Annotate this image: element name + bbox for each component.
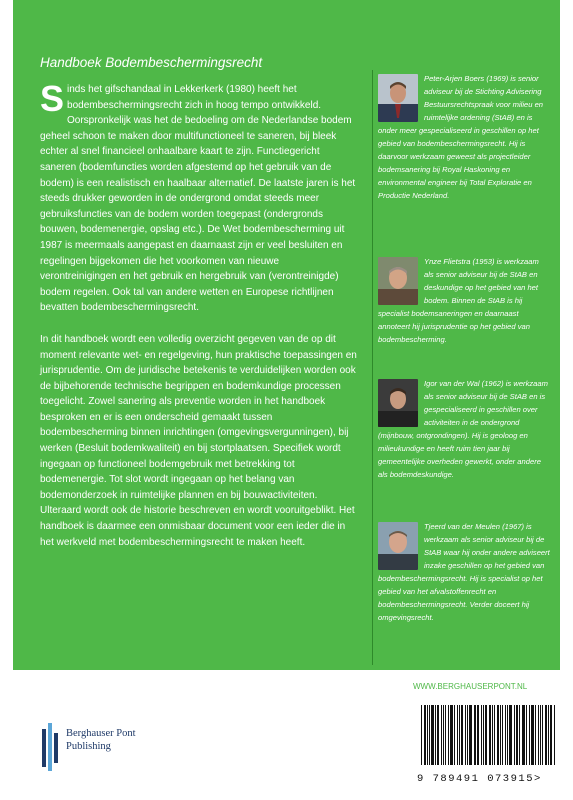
barcode-bar <box>526 705 527 765</box>
barcode-bar <box>465 705 466 765</box>
barcode-bar <box>485 705 487 765</box>
isbn-digits: 9 789491 073915 <box>417 773 535 785</box>
barcode-bar <box>441 705 442 765</box>
description-paragraph-2: In dit handboek wordt een volledig overzicht gegeven van de op dit moment relevante wet- en regelgeving, hun praktische toepassingen en jurisprudentie. Om de juridische betekenis te verduidelijken worden ook de bijbehorende technische begrippen en bodemkundige processen toegelicht. Zowel sanering als preventie worden in het handboek besproken en er is een onderscheid gemaakt tussen bodembescherming binnen inrichtingen (omgevingsvergunningen), bij werken (Besluit bodemkwaliteit) en bij stortplaatsen. Specifiek wordt ingegaan op functioneel bodemgebruik met betrekking tot bodemenergie. Tot slot wordt ingegaan op het belang van bodemonderzoek in ruimtelijke plannen en bij bouwactiviteiten. Ulteraard wordt ook de historie beschreven en wordt vooruitgeblikt. Het handboek is daarmee een onmisbaar document voor een ieder die in het werkveld met bodembeschermingsrecht te maken heeft. <box>40 333 357 548</box>
barcode-bar <box>429 705 430 765</box>
publisher-website-link[interactable]: WWW.BERGHAUSERPONT.NL <box>413 682 528 691</box>
isbn-barcode <box>421 705 556 765</box>
author-photo-1 <box>378 74 418 122</box>
barcode-bar <box>483 705 484 765</box>
author-photo-2 <box>378 257 418 305</box>
book-title: Handboek Bodembeschermingsrecht <box>40 55 263 70</box>
barcode-bar <box>540 705 541 765</box>
barcode-bar <box>467 705 468 765</box>
barcode-bar <box>523 705 525 765</box>
barcode-bar <box>500 705 501 765</box>
barcode-bar <box>477 705 479 765</box>
barcode-bar <box>497 705 499 765</box>
barcode-bar <box>445 705 447 765</box>
barcode-bar <box>443 705 444 765</box>
author-bio-2 <box>378 255 550 346</box>
barcode-bar <box>550 705 553 765</box>
author-bio-3 <box>378 377 550 481</box>
description-paragraph-1 <box>40 78 358 316</box>
column-divider <box>372 70 373 665</box>
author-bio-1 <box>378 72 550 202</box>
barcode-bar <box>431 705 434 765</box>
barcode-bar <box>502 705 503 765</box>
barcode-bar <box>529 705 530 765</box>
barcode-bar <box>554 705 555 765</box>
author-bio-2-text: Ynze Flietstra (1953) is werkzaam als senior adviseur bij de StAB en deskundige op het gebied van het bodem. Binnen de StAB is hij specialist bodemsaneringen en daarnaast annoteert hij jurisprudentie op het gebied van bodembescherming. <box>378 257 539 344</box>
barcode-bar <box>548 705 549 765</box>
barcode-bar <box>542 705 543 765</box>
barcode-bar <box>421 705 422 765</box>
dropcap-letter: S <box>40 78 65 119</box>
barcode-bar <box>507 705 508 765</box>
barcode-bar <box>535 705 536 765</box>
barcode-bar <box>494 705 495 765</box>
barcode-bar <box>450 705 453 765</box>
barcode-bar <box>435 705 436 765</box>
author-photo-3 <box>378 379 418 427</box>
barcode-bar <box>474 705 475 765</box>
barcode-bar <box>427 705 428 765</box>
barcode-bar <box>481 705 482 765</box>
publisher-name: Berghauser Pont <box>66 728 136 739</box>
barcode-bar <box>522 705 523 765</box>
paragraph-1-text: inds het gifschandaal in Lekkerkerk (1980) heeft het bodembeschermingsrecht zich in hoog tempo ontwikkeld. Oorspronkelijk was het de bedoeling om de Nederlandse bodem geheel schoon te maken door multifunctioneel te saneren, bij bleek echter al snel financieel onhaalbare kaart te zijn. Functiegericht saneren (bodemfuncties worden afgestemd op het gebruik van de bodem) is een realistisch en haalbaar alternatief. De laatste jaren is het steeds drukker geworden in de ondergrond omdat steeds meer gebruiksfuncties van de bodem worden toegepast (ondergronds bouwen, bodemenergie, opslag etc.). De Wet bodembescherming uit 1987 is meermaals aangepast en daarnaast zijn er veel besluiten en regelingen bijgekomen die het voorkomen van nieuwe verontreinigingen en het gebruik en hergebruik van (verontreinigde) bodem regelen. Ook tal van andere wetten en Europese richtlijnen bevatten bodembeschermingsrecht. <box>40 84 356 314</box>
barcode-bar <box>454 705 455 765</box>
barcode-bar <box>519 705 520 765</box>
author-bio-3-text: Igor van der Wal (1962) is werkzaam als senior adviseur bij de StAB en is gespecialiseerd in geschillen over activiteiten in de ondergrond (mijnbouw, ontgrondingen). Hij is geoloog en milieukundige en heeft ruim tien jaar bij gemeentelijke overheden gewerkt, onder andere als bodemdeskundige. <box>378 379 548 479</box>
publisher-logo-mark-icon <box>40 723 64 771</box>
author-bio-4 <box>378 520 550 624</box>
barcode-bar <box>489 705 492 765</box>
barcode-bar <box>457 705 458 765</box>
barcode-bar <box>448 705 449 765</box>
publisher-logo <box>40 723 180 771</box>
main-description <box>40 78 358 550</box>
barcode-bar <box>509 705 512 765</box>
isbn-number <box>417 773 542 785</box>
barcode-bar <box>469 705 472 765</box>
barcode-bar <box>492 705 493 765</box>
author-bio-4-text: Tjeerd van der Meulen (1967) is werkzaam als senior adviseur bij de StAB waar hij onder andere adviseert inzake geschillen op het gebied van bodembeschermingsrecht. Hij is specialist op het gebied van het afvalstoffenrecht en bodembeschermingsrecht. Verder doceert hij omgevingsrecht. <box>378 522 550 622</box>
isbn-arrow: > <box>534 773 542 785</box>
barcode-bar <box>424 705 426 765</box>
author-photo-4 <box>378 522 418 570</box>
barcode-bar <box>545 705 547 765</box>
barcode-bar <box>459 705 461 765</box>
barcode-bar <box>531 705 534 765</box>
publisher-subtitle: Publishing <box>66 741 111 752</box>
barcode-bar <box>475 705 476 765</box>
barcode-bar <box>461 705 463 765</box>
author-bio-1-text: Peter-Arjen Boers (1969) is senior adviseur bij de Stichting Advisering Bestuursrechtspraak voor milieu en ruimtelijke ordening (StAB) en is onder meer gespecialiseerd in geschillen op het gebied van bodembeschermingsrecht. Hij is daarvoor werkzaam geweest als projectleider bodemsanering bij Royal Haskoning en environmental engineer bij Total Exploratie en Productie Nederland. <box>378 74 544 200</box>
barcode-bar <box>437 705 439 765</box>
barcode-bar <box>514 705 515 765</box>
barcode-bar <box>538 705 540 765</box>
barcode-bar <box>516 705 518 765</box>
barcode-bar <box>505 705 507 765</box>
